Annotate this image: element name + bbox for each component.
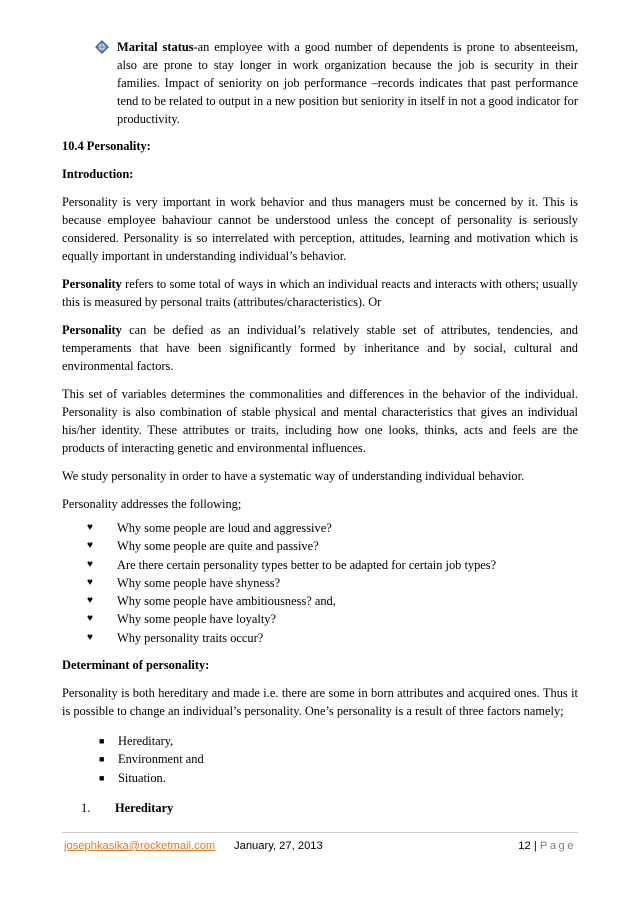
marital-status-text — [117, 38, 578, 128]
page-content — [62, 38, 578, 817]
section-title: 10.4 Personality: — [62, 139, 151, 153]
heart-bullet-icon: ♥ — [87, 576, 93, 588]
page-separator: | — [533, 840, 537, 852]
question-text: Why some people are quite and passive? — [117, 539, 319, 554]
heart-bullet-icon: ♥ — [87, 558, 93, 570]
heart-bullet-icon: ♥ — [87, 613, 93, 625]
list-item — [87, 629, 578, 647]
heart-bullet-icon: ♥ — [87, 595, 93, 607]
definition-1-body: refers to some total of ways in which an individual reacts and interacts with others; usually this is measured by personal traits (attributes/characteristics). Or — [62, 277, 578, 309]
definition-1-term: Personality — [62, 277, 122, 291]
heart-bullet-icon: ♥ — [87, 540, 93, 552]
factors-list — [62, 732, 578, 787]
numbered-item-hereditary — [81, 799, 578, 817]
question-text: Why some people have loyalty? — [117, 612, 276, 627]
determinant-heading: Determinant of personality: — [62, 658, 210, 673]
list-item — [99, 769, 578, 787]
item-number: 1. — [81, 800, 91, 815]
definition-2-term: Personality — [62, 323, 122, 337]
square-bullet-icon: ■ — [99, 736, 105, 747]
question-text: Are there certain personality types better to be adapted for certain job types? — [117, 557, 497, 572]
definition-2-body: can be defied as an individual’s relatively stable set of attributes, tendencies, and temperaments that have been significantly formed by inheritance and by social, cultural and environmental factors. — [62, 323, 578, 373]
list-item — [87, 556, 578, 574]
heart-bullet-icon: ♥ — [87, 631, 93, 643]
list-item — [99, 750, 578, 768]
page-footer — [62, 832, 578, 857]
footer-page-info — [518, 840, 576, 852]
page-word: Page — [539, 840, 576, 852]
intro-heading: Introduction: — [62, 167, 134, 181]
study-paragraph: We study personality in order to have a systematic way of understanding individual behavior. — [62, 469, 525, 483]
addresses-intro: Personality addresses the following; — [62, 497, 242, 511]
square-bullet-icon: ■ — [99, 754, 105, 765]
factor-text: Hereditary, — [118, 734, 174, 749]
definition-paragraph-1 — [62, 275, 578, 311]
factor-text: Environment and — [118, 752, 204, 767]
list-item — [87, 592, 578, 610]
heart-bullet-icon: ♥ — [87, 522, 93, 533]
question-text: Why personality traits occur? — [117, 630, 264, 645]
footer-email-link[interactable]: josephkasika@rocketmail.com — [64, 840, 216, 852]
marital-status-bullet — [95, 38, 578, 128]
question-text: Why some people have shyness? — [117, 575, 281, 590]
item-label: Hereditary — [115, 800, 174, 815]
list-item — [99, 732, 578, 750]
determinant-paragraph: Personality is both hereditary and made i.e. there are some in born attributes and acquired ones. Thus it is possible to change an individual’s personality. One’s personality is a result of three factors namely; — [62, 686, 578, 719]
questions-list — [62, 519, 578, 647]
list-item — [87, 610, 578, 628]
marital-status-body: -an employee with a good number of dependents is prone to absenteeism, also are prone to stay longer in work organization because the job is security in their families. Impact of seniority on job performance –records indicates that past performance tend to be related to output in a new position but seniority in itself in not a good indicator for productivity. — [117, 40, 578, 126]
page-number: 12 — [518, 840, 531, 852]
question-text: Why some people have ambitiousness? and, — [117, 594, 336, 609]
list-item — [87, 574, 578, 592]
list-item — [87, 519, 578, 537]
list-item — [87, 537, 578, 555]
factor-text: Situation. — [118, 770, 166, 785]
marital-status-term: Marital status — [117, 40, 194, 54]
variables-paragraph: This set of variables determines the commonalities and differences in the behavior of the individual. Personality is also combination of stable physical and mental characteristics that gives an individual his/her identity. These attributes or traits, including how one looks, thinks, acts and feels are the products of interacting genetic and environmental influences. — [62, 387, 578, 455]
footer-date: January, 27, 2013 — [234, 840, 323, 852]
diamond-bullet-icon — [95, 38, 117, 128]
intro-paragraph: Personality is very important in work behavior and thus managers must be concerned by it. This is because employee bahaviour cannot be understood unless the concept of personality is seriously considered. Personality is so interrelated with perception, attitudes, learning and motivation which is equally important in understanding individual’s behavior. — [62, 195, 578, 263]
definition-paragraph-2 — [62, 321, 578, 375]
square-bullet-icon: ■ — [99, 772, 105, 783]
question-text: Why some people are loud and aggressive? — [117, 521, 332, 535]
